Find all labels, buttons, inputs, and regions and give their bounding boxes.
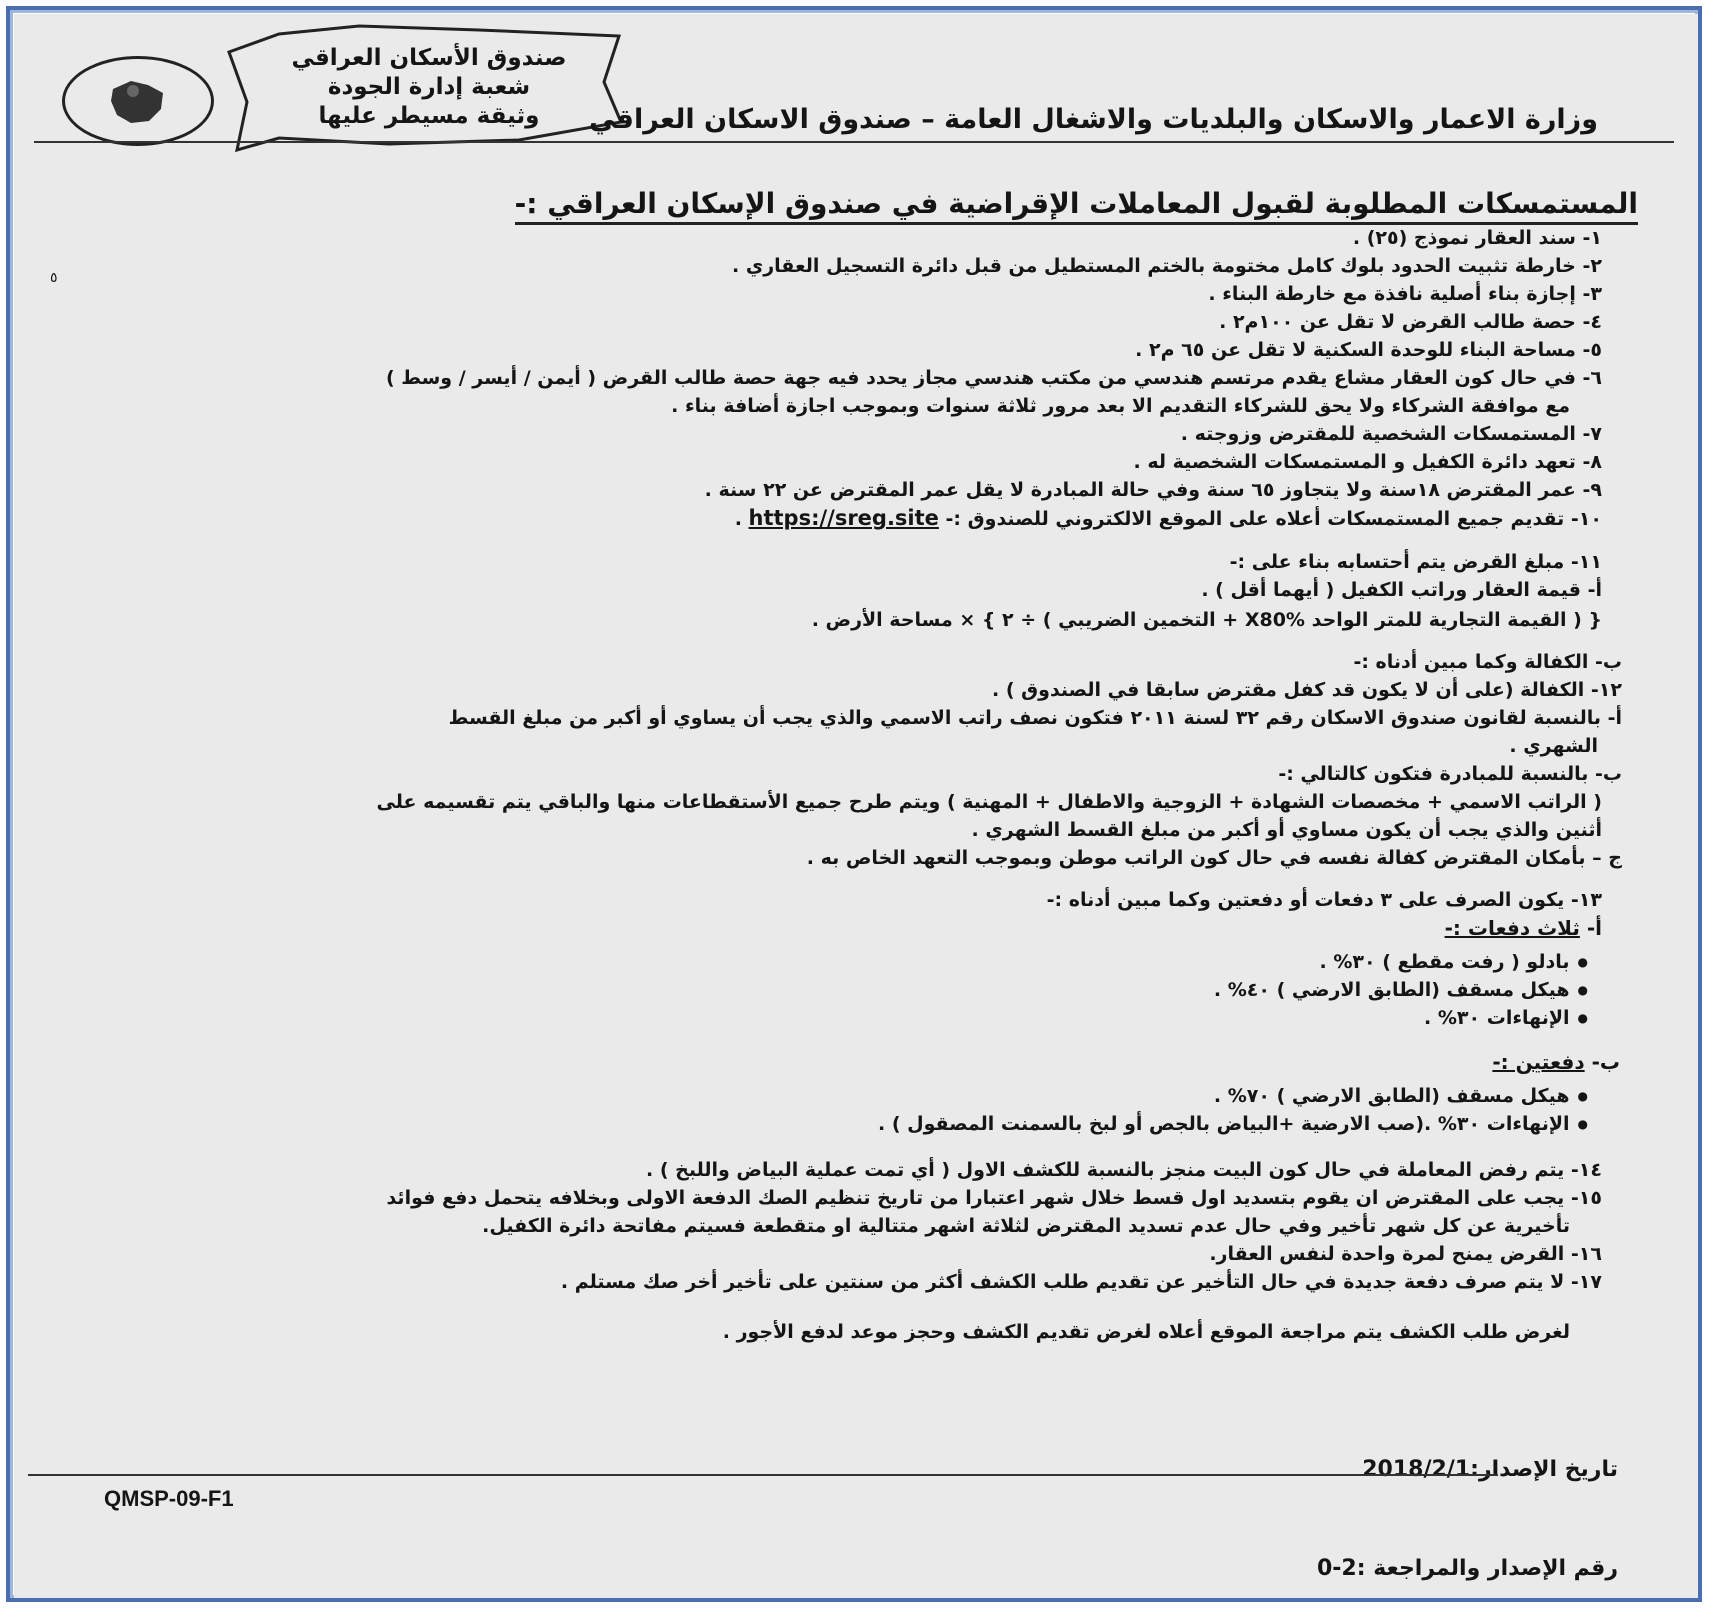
loan-formula: { ( القيمة التجارية للمتر الواحد X80% + التخمين الضريبي ) ÷ ٢ } × مساحة الأرض . [811, 609, 1602, 631]
stamp-line-1: صندوق الأسكان العراقي [291, 45, 567, 71]
item-17: ١٧- لا يتم صرف دفعة جديدة في حال التأخير عن تقديم طلب الكشف أكثر من سنتين على تأخير أخر صك مستلم . [560, 1271, 1602, 1293]
item-3: ٣- إجازة بناء أصلية نافذة مع خارطة البناء . [1208, 283, 1602, 305]
site-note: لغرض طلب الكشف يتم مراجعة الموقع أعلاه لغرض تقديم الكشف وحجز موعد لدفع الأجور . [722, 1321, 1570, 1343]
side-mark: ٥ [50, 270, 58, 286]
item-13: ١٣- يكون الصرف على ٣ دفعات أو دفعتين وكما مبين أدناه :- [1046, 889, 1602, 911]
item-13-a-prefix: أ- [1586, 916, 1602, 940]
item-2: ٢- خارطة تثبيت الحدود بلوك كامل مختومة بالختم المستطيل من قبل دائرة التسجيل العقاري . [731, 255, 1602, 277]
item-10-end: . [734, 508, 742, 530]
item-4: ٤- حصة طالب القرض لا تقل عن ١٠٠م٢ . [1219, 311, 1602, 333]
document-page [14, 14, 1698, 1598]
item-11-a: أ- قيمة العقار وراتب الكفيل ( أيهما أقل ) . [1201, 579, 1602, 601]
footer-divider [28, 1474, 1498, 1476]
payment-3-1: ● بادلو ( رفت مقطع ) ٣٠% . [1320, 950, 1589, 975]
item-12-b-line-2: أثنين والذي يجب أن يكون مساوي أو أكبر من مبلغ القسط الشهري . [971, 819, 1602, 841]
stamp-line-3: وثيقة مسيطر عليها [318, 103, 540, 129]
item-12-a-line-2: الشهري . [1509, 735, 1598, 757]
document-title: المستمسكات المطلوبة لقبول المعاملات الإقراضية في صندوق الإسكان العراقي :- [515, 187, 1638, 225]
item-7: ٧- المستمسكات الشخصية للمقترض وزوجته . [1180, 423, 1602, 445]
payment-2-1: ● هيكل مسقف (الطابق الارضي ) ٧٠% . [1214, 1084, 1588, 1109]
item-5: ٥- مساحة البناء للوحدة السكنية لا تقل عن ٦٥ م٢ . [1135, 339, 1602, 361]
item-13-b-heading: دفعتين :- [1492, 1050, 1585, 1074]
payment-2-2: ● الإنهاءات ٣٠% .(صب الارضية +البياض بالجص أو لبخ بالسمنت المصقول ) . [878, 1112, 1588, 1137]
stamp-line-2: شعبة إدارة الجودة [327, 74, 531, 100]
item-15-line-1: ١٥- يجب على المقترض ان يقوم بتسديد اول قسط خلال شهر اعتبارا من تاريخ تنظيم الصك الدفعة الاولى وبخلافه يتحمل دفع فوائد [386, 1187, 1602, 1209]
item-12-b-line-1: ( الراتب الاسمي + مخصصات الشهادة + الزوجية والاطفال + المهنية ) ويتم طرح جميع الأستقطاعات منها والباقي يتم تقسيمه على [376, 791, 1602, 813]
item-16: ١٦- القرض يمنح لمرة واحدة لنفس العقار. [1209, 1243, 1602, 1265]
item-10 [735, 506, 1602, 532]
revision-number: رقم الإصدار والمراجعة :2-0 [1316, 1556, 1618, 1581]
issue-date: تاريخ الإصدار:2018/2/1 [1362, 1457, 1618, 1482]
item-12-c: ج – بأمكان المقترض كفالة نفسه في حال كون الراتب موطن وبموجب التعهد الخاص به . [806, 847, 1622, 869]
item-6-line-1: ٦- في حال كون العقار مشاع يقدم مرتسم هندسي من مكتب هندسي مجاز يحدد فيه جهة حصة طالب القرض ( أيمن / أيسر / وسط ) [385, 367, 1602, 389]
item-11-b: ب- الكفالة وكما مبين أدناه :- [1353, 651, 1622, 673]
ministry-logo [62, 56, 214, 146]
item-13-a [1445, 916, 1602, 941]
item-13-a-heading: ثلاث دفعات :- [1444, 916, 1580, 940]
iraq-map-icon [93, 71, 183, 131]
form-code: QMSP-09-F1 [104, 1486, 234, 1511]
item-13-b [1492, 1050, 1620, 1075]
header-divider [34, 141, 1674, 143]
ministry-header: وزارة الاعمار والاسكان والبلديات والاشغال العامة – صندوق الاسكان العراقي [588, 104, 1598, 135]
item-9: ٩- عمر المقترض ١٨سنة ولا يتجاوز ٦٥ سنة وفي حالة المبادرة لا يقل عمر المقترض عن ٢٢ سنة . [704, 479, 1602, 501]
item-8: ٨- تعهد دائرة الكفيل و المستمسكات الشخصية له . [1133, 451, 1602, 473]
item-13-b-prefix: ب- [1591, 1050, 1620, 1074]
item-14: ١٤- يتم رفض المعاملة في حال كون البيت منجز بالنسبة للكشف الاول ( أي تمت عملية البياض واللبخ ) . [646, 1159, 1602, 1181]
item-12: ١٢- الكفالة (على أن لا يكون قد كفل مقترض سابقا في الصندوق ) . [992, 679, 1622, 701]
fund-website-link[interactable]: https://sreg.site [748, 506, 939, 530]
item-1: ١- سند العقار نموذج (٢٥) . [1352, 227, 1602, 249]
payment-3-2: ● هيكل مسقف (الطابق الارضي ) ٤٠% . [1214, 978, 1588, 1003]
payment-3-3: ● الإنهاءات ٣٠% . [1424, 1006, 1588, 1031]
item-12-b: ب- بالنسبة للمبادرة فتكون كالتالي :- [1278, 763, 1622, 785]
item-15-line-2: تأخيرية عن كل شهر تأخير وفي حال عدم تسديد المقترض لثلاثة اشهر متتالية او متقطعة فسيتم مفاتحة دائرة الكفيل. [482, 1215, 1570, 1237]
item-10-text: ١٠- تقديم جميع المستمسكات أعلاه على الموقع الالكتروني للصندوق :- [945, 508, 1602, 530]
quality-stamp [219, 22, 634, 154]
item-12-a-line-1: أ- بالنسبة لقانون صندوق الاسكان رقم ٣٢ لسنة ٢٠١١ فتكون نصف راتب الاسمي والذي يجب أن يساوي أو أكبر من مبلغ القسط [448, 707, 1622, 729]
item-11: ١١- مبلغ القرض يتم أحتسابه بناء على :- [1229, 551, 1602, 573]
item-6-line-2: مع موافقة الشركاء ولا يحق للشركاء التقديم الا بعد مرور ثلاثة سنوات وبموجب اجازة أضافة بناء . [671, 395, 1570, 417]
